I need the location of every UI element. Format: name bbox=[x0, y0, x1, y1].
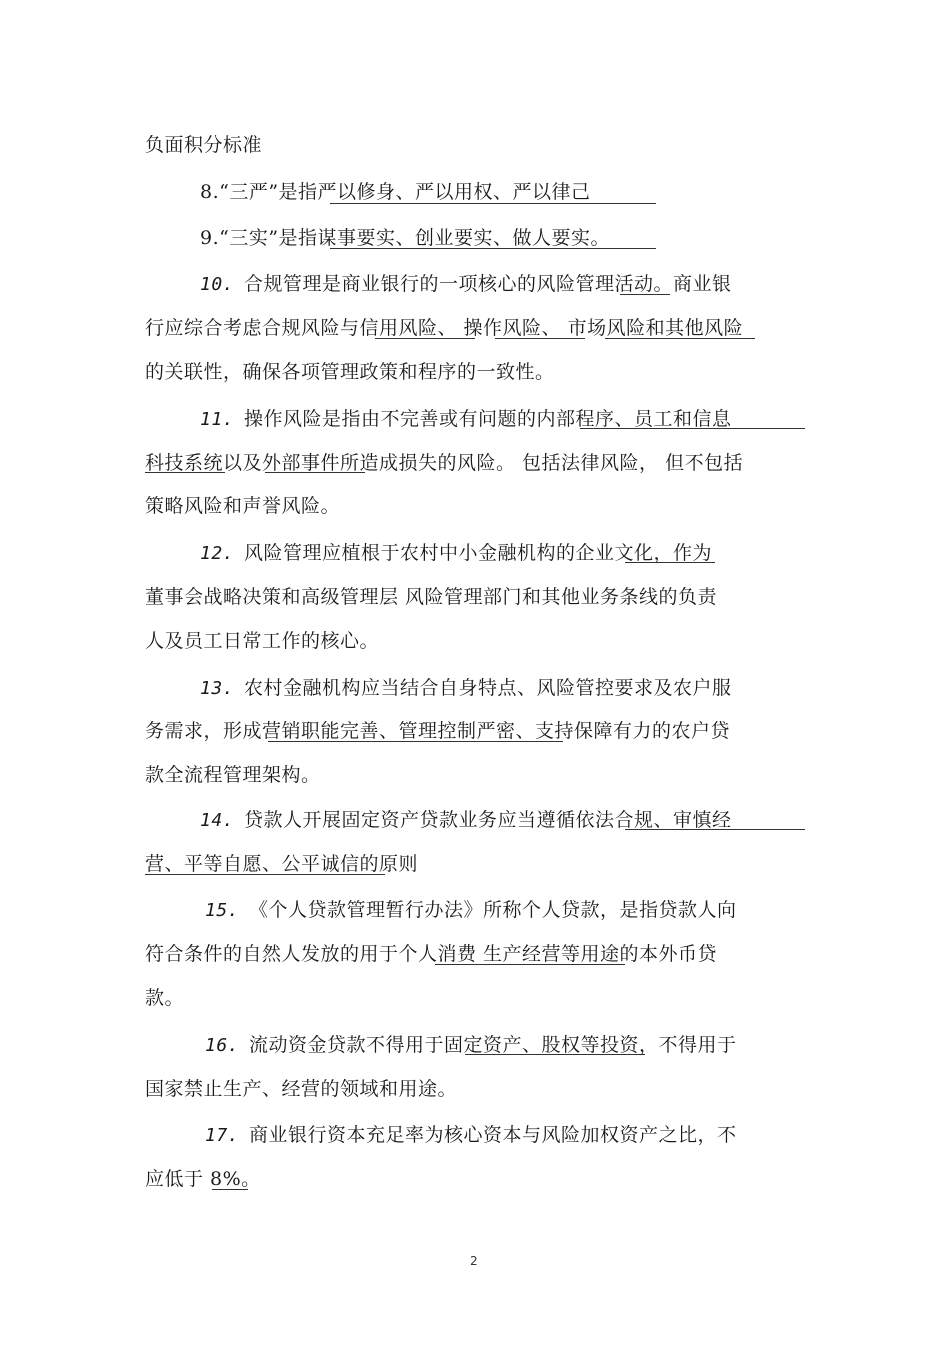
item-text: 合规管理是商业银行的一项核心的风险管理活动。商业银 bbox=[244, 273, 732, 295]
answer-underline bbox=[625, 829, 805, 830]
answer-underline bbox=[145, 472, 225, 473]
answer-underline bbox=[620, 294, 670, 295]
item-text: 贷款人开展固定资产贷款业务应当遵循依法合规、审慎经 bbox=[244, 809, 732, 831]
item-number: 14. bbox=[200, 810, 235, 831]
item-11-line-3: 策略风险和声誉风险。 bbox=[145, 495, 341, 517]
item-14-line-2: 营、平等自愿、公平诚信的原则 bbox=[145, 853, 419, 875]
item-15-line-3: 款。 bbox=[145, 987, 185, 1009]
item-13-line-2: 务需求，形成营销职能完善、管理控制严密、支持保障有力的农户贷 bbox=[145, 720, 731, 742]
answer-underline bbox=[212, 1189, 248, 1190]
item-text: 风险管理应植根于农村中小金融机构的企业文化，作为 bbox=[244, 542, 713, 564]
item-text: 商业银行资本充足率为核心资本与风险加权资产之比，不 bbox=[249, 1124, 737, 1146]
page-number: 2 bbox=[470, 1254, 478, 1268]
answer-underline bbox=[268, 741, 563, 742]
item-13-line-1 bbox=[200, 676, 732, 701]
answer-underline bbox=[605, 338, 755, 339]
item-13-line-3: 款全流程管理架构。 bbox=[145, 764, 321, 786]
item-text: 农村金融机构应当结合自身特点、风险管控要求及农户服 bbox=[244, 677, 732, 699]
answer-underline bbox=[265, 472, 365, 473]
answer-underline bbox=[465, 1054, 645, 1055]
item-9: 9.“三实”是指谋事要实、创业要实、做人要实。 bbox=[200, 227, 611, 249]
item-number: 12. bbox=[200, 543, 235, 564]
item-text: 流动资金贷款不得用于固定资产、股权等投资，不得用于 bbox=[249, 1034, 737, 1056]
item-number: 16. bbox=[205, 1035, 240, 1056]
answer-underline bbox=[435, 964, 625, 965]
item-16-line-2: 国家禁止生产、经营的领域和用途。 bbox=[145, 1078, 458, 1100]
answer-underline bbox=[330, 248, 656, 249]
item-8: 8.“三严”是指严以修身、严以用权、严以律己 bbox=[200, 181, 591, 203]
item-17-line-2: 应低于 8%。 bbox=[145, 1168, 261, 1190]
answer-underline bbox=[625, 562, 715, 563]
item-number: 13. bbox=[200, 678, 235, 699]
item-text: 《个人贷款管理暂行办法》所称个人贷款，是指贷款人向 bbox=[249, 899, 737, 921]
item-text: 操作风险是指由不完善或有问题的内部程序、员工和信息 bbox=[244, 408, 732, 430]
answer-underline bbox=[495, 338, 585, 339]
text-line: 负面积分标准 bbox=[145, 134, 263, 156]
item-number: 11. bbox=[200, 409, 235, 430]
item-10-line-3: 的关联性，确保各项管理政策和程序的一致性。 bbox=[145, 361, 555, 383]
answer-underline bbox=[580, 428, 805, 429]
item-number: 15. bbox=[205, 900, 240, 921]
item-17-line-1 bbox=[205, 1123, 737, 1148]
item-10-line-2: 行应综合考虑合规风险与信用风险、 操作风险、 市场风险和其他风险 bbox=[145, 317, 744, 339]
answer-underline bbox=[375, 338, 475, 339]
item-12-line-2: 董事会战略决策和高级管理层 风险管理部门和其他业务条线的负责 bbox=[145, 586, 718, 608]
answer-underline bbox=[145, 874, 385, 875]
item-15-line-2: 符合条件的自然人发放的用于个人消费 生产经营等用途的本外币贷 bbox=[145, 943, 718, 965]
item-12-line-3: 人及员工日常工作的核心。 bbox=[145, 630, 380, 652]
item-15-line-1 bbox=[205, 898, 737, 923]
item-11-line-2: 科技系统以及外部事件所造成损失的风险。 包括法律风险， 但不包括 bbox=[145, 452, 744, 474]
item-number: 10. bbox=[200, 274, 235, 295]
item-number: 17. bbox=[205, 1125, 240, 1146]
answer-underline bbox=[330, 203, 656, 204]
